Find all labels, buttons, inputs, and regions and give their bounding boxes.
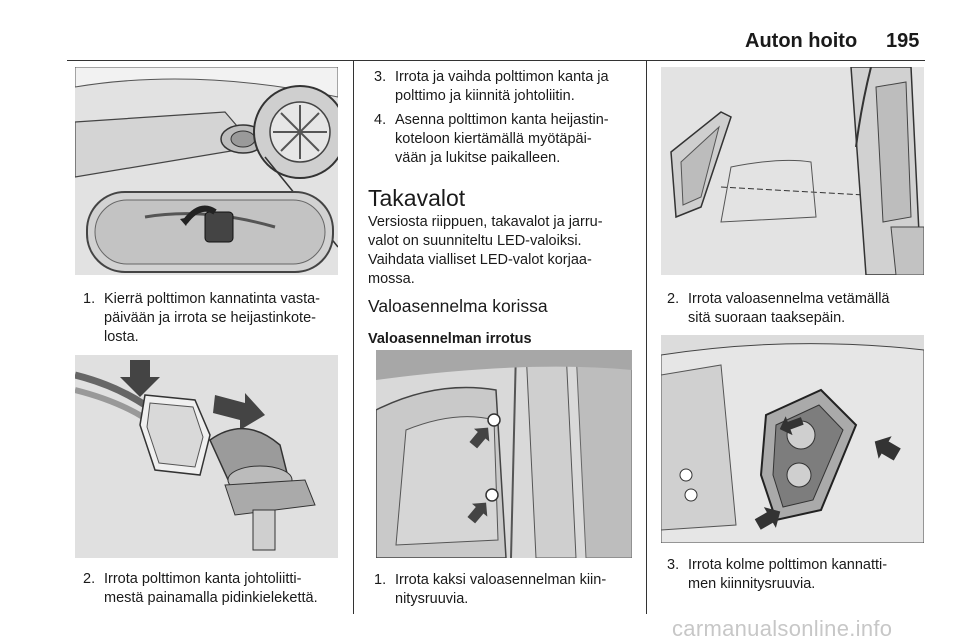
figure-bulb-holder-screws: [661, 335, 924, 543]
header-rule: [67, 60, 925, 61]
running-header-title: Auton hoito: [745, 30, 858, 52]
figure-fog-lamp-bumper: [75, 67, 338, 275]
step-number: 1.: [374, 572, 387, 588]
step-text-line: päivään ja irrota se heijastinkote-: [104, 310, 316, 326]
step-text-line: Kierrä polttimon kannatinta vasta-: [104, 291, 320, 307]
para-line: Versiosta riippuen, takavalot ja jarru-: [368, 214, 603, 230]
step-text-line: Asenna polttimon kanta heijastin-: [395, 112, 609, 128]
step-text-line: Irrota kolme polttimon kannatti-: [688, 557, 888, 573]
step-text-line: Irrota polttimon kanta johtoliitti-: [104, 571, 302, 587]
step-text-line: koteloon kiertämällä myötäpäi-: [395, 131, 592, 147]
step-text-line: polttimo ja kiinnitä johtoliitin.: [395, 88, 575, 104]
column-divider-2: [646, 60, 647, 614]
step-text-line: Irrota valoasennelma vetämällä: [688, 291, 890, 307]
figure-lamp-assembly-pull: [661, 67, 924, 275]
page-number: 195: [886, 30, 920, 52]
subsubheading-valoasennelman-irrotus: Valoasennelman irrotus: [368, 331, 532, 347]
column-divider-1: [353, 60, 354, 614]
step-text-line: Irrota ja vaihda polttimon kanta ja: [395, 69, 609, 85]
para-line: mossa.: [368, 271, 415, 287]
intro-paragraph: [368, 213, 643, 289]
step-number: 2.: [83, 571, 96, 587]
step-text-line: men kiinnitysruuvia.: [688, 576, 816, 592]
step-text-line: sitä suoraan taaksepäin.: [688, 310, 846, 326]
subheading-valoasennelma-korissa: Valoasennelma korissa: [368, 296, 548, 316]
step-text-line: losta.: [104, 329, 139, 345]
step-number: 4.: [374, 112, 387, 128]
step-text-line: nitysruuvia.: [395, 591, 469, 607]
section-heading-takavalot: Takavalot: [368, 185, 466, 211]
step-number: 1.: [83, 291, 96, 307]
para-line: valot on suunniteltu LED-valoiksi.: [368, 233, 582, 249]
step-number: 2.: [667, 291, 680, 307]
figure-tail-lamp-screws: [376, 350, 632, 558]
step-text-line: vään ja lukitse paikalleen.: [395, 150, 561, 166]
step-text-line: mestä painamalla pidinkielekettä.: [104, 590, 318, 606]
step-number: 3.: [667, 557, 680, 573]
watermark: carmanualsonline.info: [672, 616, 893, 641]
step-number: 3.: [374, 69, 387, 85]
step-text-line: Irrota kaksi valoasennelman kiin-: [395, 572, 607, 588]
figure-bulb-holder-connector: [75, 355, 338, 558]
para-line: Vaihdata vialliset LED-valot korjaa-: [368, 252, 592, 268]
